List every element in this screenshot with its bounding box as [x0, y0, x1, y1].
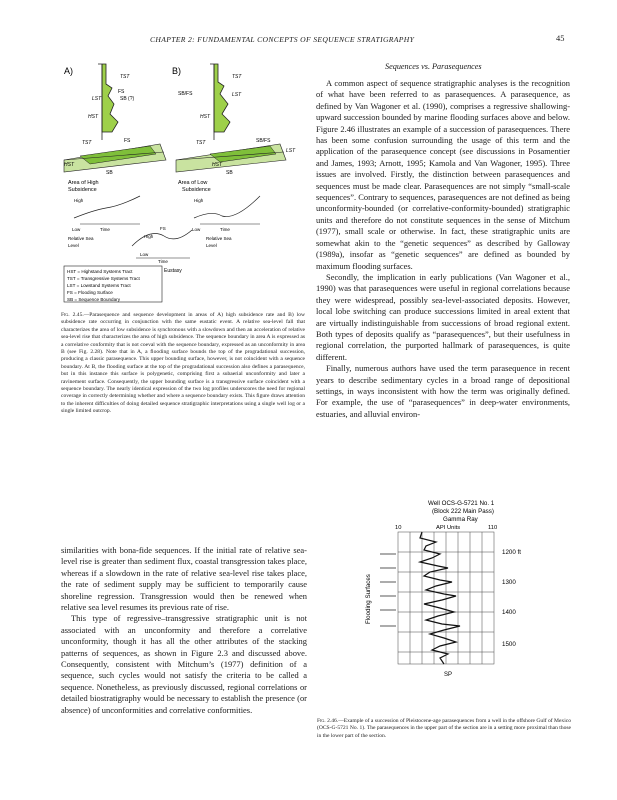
panel-a-log: [88, 64, 135, 140]
paragraph: similarities with bona-fide sequences. If the initial rate of relative sea-level rise is greater than sediment flux, coastal transgression takes place, whereas if a slowdown in the rate of relative sea-level rise takes place, the rate of sediment supply may be sufficient to temporarily cause shoreline regression. Transgression would then be renewed when relative sea level resumes its previous rate of rise.: [61, 545, 307, 613]
axis-left: 10: [395, 525, 402, 531]
a-section-sb: SB: [106, 170, 113, 176]
eustasy-rs-left: Relative Sea: [68, 236, 94, 241]
log-type: Gamma Ray: [443, 516, 478, 523]
eustasy-level-right: Level: [206, 243, 217, 248]
a-hst-label: HST: [88, 114, 98, 120]
legend-item: FS = Flooding Surface: [67, 290, 113, 295]
eustasy-rs-right: Relative Sea: [206, 236, 232, 241]
legend-item: SB = Sequence Boundary: [67, 297, 120, 302]
axis-units: API Units: [436, 525, 461, 531]
rsl-low-low-label: Low: [192, 227, 201, 232]
paragraph: A common aspect of sequence stratigraphic analyses is the recognition of what have been referred to as parasequences. A parasequence, as defined by Van Wagoner et al. (1990), comprises a regressive shallowing-upward succession bounded by marine flooding surfaces above and below. Figure 2.46 illustrates an example of a succession of parasequences. There has been some confusion surrounding the usage of this term and the application of the parasequence concept (see discussions in Posamentier and James, 1993; Arnott, 1995; Kamola and Van Wagoner, 1995). Three issues are involved. Firstly, the distinction between parasequences and sequences must be made clear. Parasequences are not simply “small-scale sequences”. Contrary to sequences, parasequences are not defined as being unconformity-bounded (or correlative-conformity-bounded) stratigraphic units and therefore do not constitute sequences in the sense of Mitchum (1977), small scale or otherwise. In fact, these stratigraphic units are somewhat akin to the “genetic sequences” as described by Galloway (1989a), insofar as “genetic sequences” are defined as bounded by maximum flooding surfaces.: [316, 78, 570, 271]
b-section-sb: SB: [226, 170, 233, 176]
rsl-curve-high: [72, 196, 140, 232]
eustasy-time-label: Time: [158, 259, 168, 264]
b-section-lst: LST: [286, 148, 296, 154]
b-section-tst: TST: [196, 140, 206, 146]
b-lst-label: LST: [232, 92, 242, 98]
left-column-text: [61, 545, 307, 716]
axis-right: 110: [488, 525, 498, 531]
panel-a-label: A): [64, 66, 73, 76]
flooding-surface-markers: [380, 554, 396, 626]
figure-2-46: [340, 496, 570, 681]
depth-label: 1400: [502, 609, 516, 616]
paragraph: Finally, numerous authors have used the term parasequence in recent years to describe sedimentary cycles in a broad range of depositional settings, in ways inconsistent with how the term was originally defined. For example, the use of “parasequences” in deep-water environments, estuaries, and alluvial environ-: [316, 363, 570, 419]
eustasy-high-label: High: [144, 234, 154, 239]
rsl-curve-low: [192, 196, 260, 232]
legend-item: HST = Highstand Systems Tract: [67, 269, 133, 274]
eustasy-fs-label: FS: [160, 226, 166, 231]
area-high-label: Area of High: [68, 180, 99, 186]
rsl-high-time-label: Time: [100, 227, 110, 232]
eustasy-label: Eustasy: [164, 268, 182, 274]
well-title: Well OCS-G-5721 No. 1: [428, 500, 495, 507]
panel-b-cross-section: [176, 138, 296, 176]
a-lst-label: LST: [92, 96, 102, 102]
area-high-subsidence: Subsidence: [68, 187, 97, 193]
caption-lead: Fig. 2.46.: [317, 718, 339, 724]
a-tst-label: TST: [120, 74, 130, 80]
b-section-hst: HST: [212, 162, 222, 168]
area-low-label: Area of Low: [178, 180, 208, 186]
eustasy-low-label: Low: [140, 252, 149, 257]
paragraph: Secondly, the implication in early publications (Van Wagoner et al., 1990) was that parasequences were useful in regional correlations because they were widespread, possibly sea-level-associated deposits. However, local lobe switching can produce successions limited in areal extent that are virtually indistinguishable from successions of broad regional extent. Both types of deposits qualify as “parasequences”, but their usefulness in regional correlation, the purported hallmark of parasequences, is quite different.: [316, 271, 570, 362]
rsl-high-top-label: High: [74, 198, 84, 203]
depth-label: 1200 ft: [502, 549, 521, 556]
caption-text: —Example of a succession of Pleistocene-age parasequences from a well in the offshore Gulf of Mexico (OCS-G-5721 No. 1). The parasequences in the upper part of the section are in a setting more proximal than those in the lower part of the section.: [317, 718, 571, 739]
legend-item: LST = Lowstand Systems Tract: [67, 283, 131, 288]
b-tst-label: TST: [232, 74, 242, 80]
a-section-hst: HST: [64, 162, 74, 168]
caption-text: —Parasequence and sequence development in areas of A) high subsidence rate and B) low subsidence rate occurring in conjunction with the same eustatic event. A relative sea-level fall that characterizes the area of low subsidence is synchronous with a slowdown and then an acceleration of relative sea-level rise that characterizes the area of high subsidence. The sequence boundary in area A is expressed as a correlative conformity that is not coeval with the sequence boundary, expressed as an unconformity in area B (see Fig. 2.28). Note that in A, a flooding surface bounds the top of the progradational succession, producing a classic parasequence. This upper bounding surface, however, is not coincident with a sequence boundary. At B, the flooding surface at the top of the progradational succession also defines a parasequence, but in this instance this surface is polygenetic, comprising first a subaerial unconformity and later a ravinement surface. Consequently, the upper bounding surface is a transgressive surface coincident with a sequence boundary. The nearly identical expression of the two log profiles underscores the need for regional coverage in correctly determining whether and where a sequence boundary exists. This figure draws attention to the inherent difficulties of doing detailed sequence stratigraphic interpretations using a single well log or a single limited outcrop.: [61, 312, 305, 415]
panel-b-log: [178, 64, 242, 140]
depth-label: 1500: [502, 641, 516, 648]
page-number: 45: [556, 34, 565, 43]
rsl-high-low-label: Low: [72, 227, 81, 232]
rsl-low-top-label: High: [194, 198, 204, 203]
b-hst-label: HST: [200, 114, 210, 120]
panel-b-label: B): [172, 66, 181, 76]
b-section-sbfs: SB/FS: [256, 138, 271, 144]
section-title: Sequences vs. Parasequences: [385, 62, 482, 71]
flooding-surfaces-label: Flooding Surfaces: [365, 574, 372, 624]
running-header: CHAPTER 2: FUNDAMENTAL CONCEPTS OF SEQUENCE STRATIGRAPHY: [150, 35, 415, 44]
well-subtitle: (Block 222 Main Pass): [432, 508, 494, 515]
a-fs-label: FS: [118, 89, 125, 95]
a-section-tst: TST: [82, 140, 92, 146]
paragraph: This type of regressive–transgressive stratigraphic unit is not associated with an unconformity and therefore a correlative unconformity, though it has all the other attributes of the stacking patterns of sequences, as shown in Figure 2.3 and discussed above. Consequently, consistent with Mitchum’s (1977) definition of a sequence, such cycles would not satisfy the criteria to be called a sequence. Nonetheless, as previously discussed, regional correlations or detailed biostratigraphy would be necessary to establish the presence (or absence) of unconformities and correlative conformities.: [61, 613, 307, 715]
b-sbfs-label: SB/FS: [178, 91, 193, 97]
caption-lead: Fig. 2.45.: [61, 312, 84, 318]
figure-2-45: [60, 60, 305, 305]
area-low-subsidence: Subsidence: [182, 187, 211, 193]
a-section-fs: FS: [124, 138, 131, 144]
a-sb-q-label: SB (?): [120, 96, 135, 102]
eustasy-level-left: Level: [68, 243, 79, 248]
panel-a-cross-section: [64, 138, 166, 176]
figure-2-46-caption: [317, 718, 571, 740]
right-column-text: [316, 78, 570, 420]
depth-label: 1300: [502, 579, 516, 586]
legend-item: TST = Transgressive Systems Tract: [67, 276, 140, 281]
sp-label: SP: [444, 672, 453, 678]
figure-legend: [64, 266, 162, 302]
figure-2-45-caption: [61, 312, 305, 416]
rsl-low-time-label: Time: [220, 227, 230, 232]
